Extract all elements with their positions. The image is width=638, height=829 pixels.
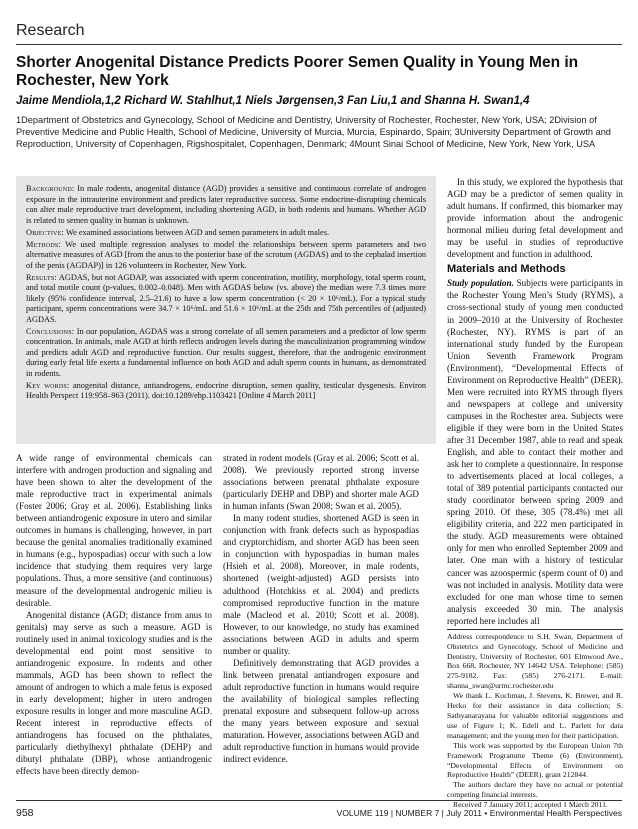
abstract-methods — [26, 240, 426, 272]
methods-heading: Materials and Methods — [447, 263, 566, 276]
article-title: Shorter Anogenital Distance Predicts Poorer Semen Quality in Young Men in Rochester, New York — [16, 54, 579, 89]
study-population-text: Subjects were participants in the Rochester Young Men’s Study (RYMS), a cross-sectional study of young men conducted in 2009–2010 at the University of Rochester (Rochester, NY). RYMS is part of an international study funded by the European Union Seventh Framework Program (Environment), “Developmental Effects of Environment on Reproductive Health” (DEER). Men were recruited into RYMS through flyers and newspapers at college and university campuses in the Rochester area. Subjects were eligible if they were born in the United States after 31 December 1987, able to read and speak English, and able to contact their mother and ask her to complete a questionnaire. In response to advertisements placed at local colleges, a total of 389 potential participants contacted our study coordinator between spring 2009 and spring 2010. Of these, 305 (78.4%) met all eligibility criteria, and 222 men participated in the study. AGD measurements were obtained only for men who enrolled September 2009 and later. One man with a history of testicular cancer was azoospermic (sperm count of 0) and was not included in analysis. Motility data were excluded for one man whose time to semen analysis exceeded 30 min. The analysis reported here includes all — [447, 278, 623, 626]
abstract-keywords — [26, 381, 426, 402]
abstract-background-text: In male rodents, anogenital distance (AGD) provides a sensitive and continuous correlate of androgen exposure in the intrauterine environment and predicts later reproductive success. Some endocrine-disrupting chemicals can alter male reproductive tract development, including shortening AGD, in both rodents and humans. Whether AGD is related to semen quality in human is unknown. — [26, 184, 426, 225]
intro-paragraph-5: Definitively demonstrating that AGD provides a link between prenatal antiandrogen exposure and adult reproductive function in humans would require the availability of biological samples reflecting prenatal exposure and subsequent follow-up across the many years between exposure and sexual maturation. However, associations between AGD and adult reproductive function in humans would provide indirect evidence. — [223, 657, 419, 765]
abstract-conclusions-text: In our population, AGDAS was a strong correlate of all semen parameters and a predictor of low sperm concentration. In animals, male AGD at birth reflects androgen levels during the masculinization programming window and predicts adult AGD and reproductive function. Our results suggest, therefore, that the androgenic environment during early fetal life exerts a fundamental influence on both AGD and adult sperm counts in humans, as demonstrated in rodents. — [26, 326, 427, 378]
footer-rule — [16, 800, 622, 801]
affiliations: 1Department of Obstetrics and Gynecology, School of Medicine and Dentistry, University of Rochester, Rochester, New York, USA; 2Division of Preventive Medicine and Public Health, School of Medicine, University of Murcia, Murcia, Espinardo, Spain; 3University Department of Growth and Reproduction, University of Copenhagen, Rigshospitalet, Copenhagen, Denmark; 4Mount Sinai School of Medicine, New York, New York, USA — [16, 115, 611, 149]
intro-paragraph-3: strated in rodent models (Gray et al. 2006; Scott et al. 2008). We previously reported strong inverse associations between prenatal phthalate exposure (particularly DEHP and DBP) and shorter male AGD in human infants (Swan 2008; Swan et al. 2005). — [223, 453, 419, 512]
abstract-conclusions — [26, 327, 426, 380]
abstract-methods-label: Methods: — [26, 239, 61, 249]
abstract-results-label: Results: — [26, 272, 57, 282]
intro-paragraph-2: Anogenital distance (AGD; distance from anus to genitals) may serve as such a measure. AGD is routinely used in animal toxicology studies and is the developmental end point most sensitive to antiandrogenic exposure. In rodents and other mammals, AGD has been shown to reflect the amount of androgen to which a male fetus is exposed in early development; higher in utero androgen exposure results in longer and more masculine AGD. Recent interest in reproductive effects of antiandrogens has focused on the phthalates, particularly diethylhexyl phthalate (DEHP) and dibutyl phthalate (DBP), whose antiandrogenic effects have been directly demon- — [16, 609, 212, 777]
funding-note: This work was supported by the European Union 7th Framework Programme Theme (6) (Environment), “Developmental Effects of Environment on Reproductive Health” (DEER), grant 212844. — [447, 740, 623, 780]
abstract-objective-text: We examined associations between AGD and semen parameters in adult males. — [65, 227, 330, 237]
abstract-objective — [26, 228, 426, 239]
abstract-keywords-text: anogenital distance, antiandrogens, endocrine disruption, semen quality, testicular dysgenesis. Environ Health Perspect 119:958–963 (2011). doi:10.1289/ehp.1103421 [Online 4 March 2011] — [26, 380, 427, 400]
intro-paragraph-6: In this study, we explored the hypothesis that AGD may be a predictor of semen quality in adult humans. If confirmed, this biomarker may provide information about the androgenic hormonal milieu during fetal development and may be useful in studies of reproductive development and function in adulthood. — [447, 177, 623, 260]
abstract-conclusions-label: Conclusions: — [26, 326, 75, 336]
page-number: 958 — [16, 807, 34, 819]
study-population-label: Study population. — [447, 278, 514, 289]
abstract-methods-text: We used multiple regression analyses to model the relationships between sperm parameters and two alternative measures of AGD [from the anus to the posterior base of the scrotum (AGDAS) and to the cephalad insertion of the penis (AGDAP)] in 126 volunteers in Rochester, New York. — [26, 239, 426, 270]
abstract-background — [26, 184, 426, 226]
abstract-background-label: Background: — [26, 184, 75, 193]
author-list: Jaime Mendiola,1,2 Richard W. Stahlhut,1 Niels Jørgensen,3 Fan Liu,1 and Shanna H. Swan1,4 — [16, 95, 530, 107]
competing-interests: The authors declare they have no actual or potential competing financial interests. — [447, 780, 623, 800]
section-label: Research — [16, 22, 85, 39]
abstract-objective-label: Objective: — [26, 227, 64, 237]
body-column-1 — [16, 452, 212, 777]
correspondence-address: Address correspondence to S.H. Swan, Department of Obstetrics and Gynecology, School of Medicine and Dentistry, University of Rochester, 601 Elmwood Ave., Box 668, Rochester, NY 14642 USA. Telephone: (585) 275-9182. Fax: (585) 276-2171. E-mail: shanna_swan@urmc.rochester.edu — [447, 631, 623, 691]
abstract-results — [26, 273, 426, 326]
abstract-keywords-label: Key words: — [26, 380, 70, 390]
abstract-results-text: AGDAS, but not AGDAP, was associated with sperm concentration, motility, morphology, total sperm count, and total motile count (p-values, 0.002–0.048). Men with AGDAS below (vs. above) the median were 7.3 times more likely (95% confidence interval, 2.5–21.6) to have a low sperm concentration (< 20 × 10⁶/mL). For a typical study participant, sperm concentrations were 34.7 × 10⁶/mL and 51.6 × 10⁶/mL at the 25th and 75th percentiles of (adjusted) AGDAS. — [26, 272, 426, 324]
body-column-3 — [447, 176, 623, 810]
journal-citation-line: VOLUME 119 | NUMBER 7 | July 2011 • Environmental Health Perspectives — [336, 808, 622, 818]
study-population-paragraph — [447, 277, 623, 626]
intro-paragraph-1: A wide range of environmental chemicals can interfere with androgen production and signaling and have been shown to alter the development of the male reproductive tract in experimental animals (Foster 2006; Gray et al. 2006). Establishing links between antiandrogenic exposure in utero and similar outcomes in humans is challenging, however, in part because the genital anomalies traditionally examined in humans (e.g., hypospadias) occur with such a low incidence that studying them requires very large populations. Thus, a more sensitive (and continuous) measure of the developmental androgenic milieu is desirable. — [16, 453, 212, 608]
header-rule — [16, 44, 622, 45]
received-accepted-dates: Received 7 January 2011; accepted 1 March 2011. — [453, 800, 608, 810]
body-column-2 — [223, 452, 419, 765]
acknowledgments: We thank L. Kochman, J. Stevens, K. Brewer, and R. Herko for their assistance in data collection; S. Sathyanarayana for valuable editorial suggestions and use of Figure 1; K. Edell and L. Parlett for data management; and the young men for their participation. — [447, 691, 623, 740]
abstract-box — [16, 176, 436, 444]
intro-paragraph-4: In many rodent studies, shortened AGD is seen in conjunction with frank defects such as hypospadias and cryptorchidism, and shorter AGD has been seen in conjunction with hypospadias in human males (Hsieh et al. 2008). Moreover, in male rodents, shortened (weight-adjusted) AGD persists into adulthood (Hotchkiss et al. 2004) and predicts compromised reproductive function in the mature male (Macleod et al. 2010; Scott et al. 2008). However, to our knowledge, no study has examined associations between AGD in adults and sperm number or quality. — [223, 513, 419, 656]
notes-divider — [447, 629, 623, 630]
article-notes — [447, 632, 623, 810]
